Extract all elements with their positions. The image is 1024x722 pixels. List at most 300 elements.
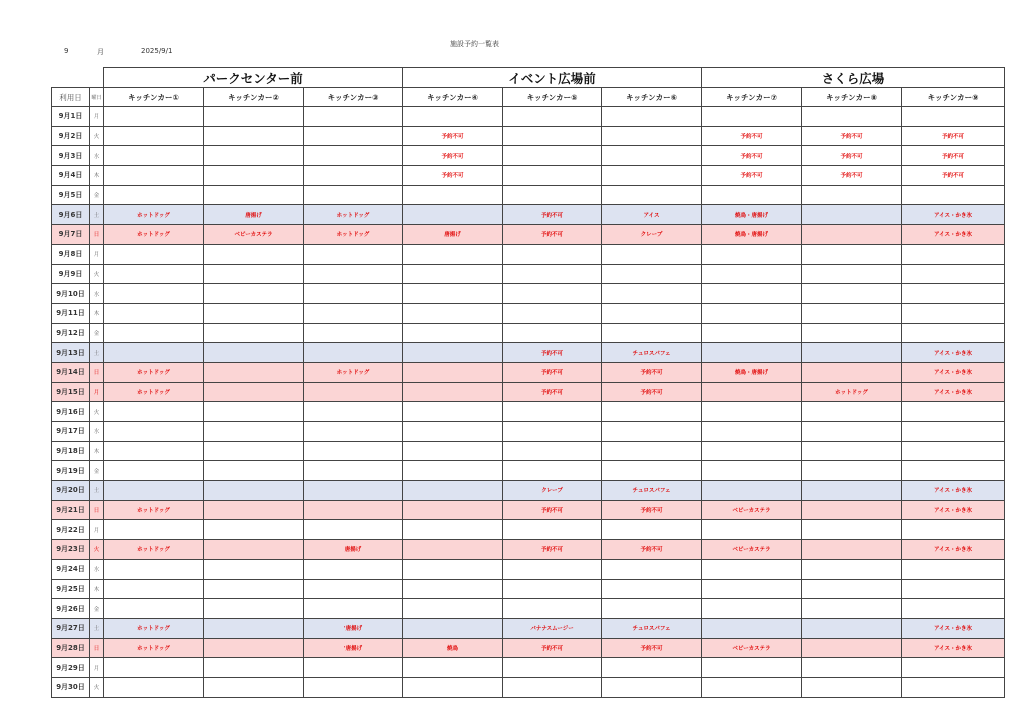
reservation-cell: ホットドッグ [104,362,204,382]
date-cell: 9月2日 [52,126,90,146]
date-cell: 9月23日 [52,540,90,560]
reservation-cell [902,402,1005,422]
reservation-cell: ホットドッグ [304,362,403,382]
reservation-cell [602,559,702,579]
reservation-cell: 予約不可 [503,343,602,363]
table-row [52,185,1005,205]
reservation-cell [602,520,702,540]
column-header-car: キッチンカー⑧ [802,88,902,107]
reservation-cell: チュロスパフェ [602,618,702,638]
reservation-cell: 予約不可 [503,500,602,520]
reservation-cell [602,146,702,166]
reservation-cell [304,599,403,619]
reservation-cell [802,205,902,225]
reservation-cell [304,264,403,284]
location-header: イベント広場前 [403,68,702,88]
reservation-cell: ホットドッグ [104,500,204,520]
reservation-cell [403,264,503,284]
reservation-cell: ホットドッグ [304,205,403,225]
reservation-cell [702,264,802,284]
reservation-cell [204,618,304,638]
reservation-cell [802,441,902,461]
reservation-cell [602,402,702,422]
weekday-cell: 月 [90,520,104,540]
table-row [52,520,1005,540]
reservation-cell [802,618,902,638]
column-header-car: キッチンカー⑨ [902,88,1005,107]
reservation-cell [104,185,204,205]
table-row [52,481,1005,501]
reservation-cell [204,323,304,343]
reservation-cell [403,382,503,402]
reservation-cell [304,107,403,127]
reservation-cell [702,441,802,461]
reservation-cell [304,677,403,697]
reservation-cell [204,540,304,560]
document-title: 施設予約一覧表 [450,40,499,48]
reservation-cell [702,303,802,323]
reservation-cell [702,658,802,678]
reservation-cell [602,461,702,481]
reservation-cell [403,343,503,363]
reservation-cell [304,481,403,501]
reservation-cell: 焼鳥・唐揚げ [702,205,802,225]
reservation-cell: 予約不可 [902,166,1005,186]
reservation-cell: ベビーカステラ [702,638,802,658]
reservation-cell: ホットドッグ [104,638,204,658]
reservation-cell [403,185,503,205]
weekday-cell: 水 [90,146,104,166]
table-row [52,205,1005,225]
reservation-cell: 焼鳥・唐揚げ [702,362,802,382]
reservation-cell [104,284,204,304]
reservation-cell [104,520,204,540]
reservation-cell [702,343,802,363]
reservation-cell [204,559,304,579]
reservation-cell [204,658,304,678]
reservation-cell [403,599,503,619]
reservation-cell: 予約不可 [702,126,802,146]
reservation-cell [204,107,304,127]
table-row [52,559,1005,579]
reservation-cell [403,540,503,560]
reservation-cell [702,559,802,579]
reservation-cell [403,441,503,461]
reservation-cell: ベビーカステラ [204,225,304,245]
reservation-cell: アイス・かき氷 [902,618,1005,638]
weekday-cell: 金 [90,185,104,205]
reservation-cell: '唐揚げ [304,638,403,658]
column-header-car: キッチンカー⑥ [602,88,702,107]
reservation-cell: 予約不可 [503,382,602,402]
reservation-cell [902,107,1005,127]
reservation-cell [802,303,902,323]
reservation-cell [104,599,204,619]
reservation-cell [204,638,304,658]
reservation-cell [104,481,204,501]
reservation-cell [104,461,204,481]
date-cell: 9月13日 [52,343,90,363]
column-header-car: キッチンカー① [104,88,204,107]
reservation-cell [304,166,403,186]
date-cell: 9月5日 [52,185,90,205]
reservation-cell [403,284,503,304]
reservation-cell [104,107,204,127]
reservation-cell [602,658,702,678]
reservation-cell [104,323,204,343]
reservation-cell [602,126,702,146]
date-cell: 9月26日 [52,599,90,619]
reservation-cell [403,244,503,264]
reservation-cell [602,166,702,186]
reservation-cell [503,559,602,579]
reservation-cell [503,422,602,442]
reservation-cell: 予約不可 [403,146,503,166]
reservation-cell: ホットドッグ [104,382,204,402]
weekday-cell: 日 [90,638,104,658]
reservation-cell [104,126,204,146]
reservation-cell [304,303,403,323]
date-cell: 9月8日 [52,244,90,264]
reservation-cell [702,579,802,599]
reservation-cell: 予約不可 [802,146,902,166]
reservation-cell [503,658,602,678]
reservation-cell: 予約不可 [503,225,602,245]
reservation-cell [403,422,503,442]
reservation-cell: ホットドッグ [104,618,204,638]
reservation-cell [802,422,902,442]
weekday-cell: 火 [90,264,104,284]
reservation-cell [802,500,902,520]
reservation-cell [802,638,902,658]
reservation-rows [52,107,1005,698]
reservation-cell [104,303,204,323]
reservation-cell [304,323,403,343]
reservation-cell: ベビーカステラ [702,500,802,520]
reservation-cell [204,422,304,442]
weekday-cell: 月 [90,244,104,264]
column-header-car: キッチンカー⑤ [503,88,602,107]
reservation-cell [503,166,602,186]
reservation-cell: 予約不可 [602,362,702,382]
reservation-cell [104,658,204,678]
reservation-cell [802,658,902,678]
reservation-cell [204,362,304,382]
reservation-cell: アイス・かき氷 [902,205,1005,225]
reservation-cell: 唐揚げ [304,540,403,560]
reservation-cell: チュロスパフェ [602,343,702,363]
reservation-cell [602,323,702,343]
weekday-cell: 金 [90,599,104,619]
reservation-cell [104,264,204,284]
date-cell: 9月6日 [52,205,90,225]
table-row [52,107,1005,127]
column-header-row [52,88,1005,107]
reservation-cell [902,244,1005,264]
reservation-cell: 予約不可 [602,638,702,658]
column-header-dow: 曜日 [90,88,104,107]
reservation-cell [902,422,1005,442]
weekday-cell: 月 [90,382,104,402]
reference-date: 2025/9/1 [141,47,173,55]
reservation-cell [702,677,802,697]
reservation-cell [304,382,403,402]
table-row [52,540,1005,560]
reservation-cell [204,481,304,501]
reservation-cell [802,579,902,599]
reservation-cell [602,422,702,442]
reservation-cell [104,422,204,442]
reservation-cell [902,520,1005,540]
reservation-cell [204,402,304,422]
weekday-cell: 土 [90,618,104,638]
reservation-cell [403,107,503,127]
reservation-cell [602,244,702,264]
header-blank [52,68,104,88]
date-cell: 9月10日 [52,284,90,304]
reservation-cell [304,284,403,304]
reservation-cell [304,579,403,599]
column-header-car: キッチンカー② [204,88,304,107]
reservation-cell [902,185,1005,205]
table-row [52,284,1005,304]
reservation-cell [403,579,503,599]
table-row [52,599,1005,619]
reservation-cell [702,402,802,422]
reservation-cell [602,677,702,697]
reservation-cell [602,599,702,619]
weekday-cell: 月 [90,658,104,678]
weekday-cell: 月 [90,107,104,127]
reservation-cell [104,441,204,461]
reservation-cell [204,520,304,540]
column-header-car: キッチンカー④ [403,88,503,107]
reservation-cell [902,461,1005,481]
reservation-cell [902,264,1005,284]
column-header-date: 利用日 [52,88,90,107]
date-cell: 9月21日 [52,500,90,520]
reservation-cell [204,579,304,599]
reservation-cell [104,402,204,422]
reservation-cell [702,599,802,619]
reservation-cell [802,264,902,284]
reservation-cell: アイス・かき氷 [902,362,1005,382]
location-header: さくら広場 [702,68,1005,88]
reservation-cell [503,520,602,540]
date-cell: 9月18日 [52,441,90,461]
reservation-cell [403,500,503,520]
reservation-cell [403,323,503,343]
reservation-cell: クレープ [503,481,602,501]
reservation-cell [304,441,403,461]
table-row [52,441,1005,461]
weekday-cell: 土 [90,481,104,501]
reservation-cell [802,107,902,127]
reservation-cell [503,441,602,461]
table-row [52,422,1005,442]
reservation-cell [802,540,902,560]
reservation-cell [204,382,304,402]
date-cell: 9月24日 [52,559,90,579]
reservation-cell: ベビーカステラ [702,540,802,560]
weekday-cell: 水 [90,284,104,304]
table-row [52,362,1005,382]
reservation-cell [503,284,602,304]
location-header: パークセンター前 [104,68,403,88]
table-row [52,244,1005,264]
reservation-cell [902,303,1005,323]
date-cell: 9月29日 [52,658,90,678]
date-cell: 9月14日 [52,362,90,382]
reservation-table [51,67,1005,698]
reservation-cell: アイス・かき氷 [902,638,1005,658]
reservation-cell [902,677,1005,697]
reservation-cell [702,461,802,481]
reservation-cell: 予約不可 [702,146,802,166]
reservation-cell: ホットドッグ [802,382,902,402]
reservation-cell [204,244,304,264]
table-row [52,658,1005,678]
reservation-cell [104,244,204,264]
reservation-cell [602,303,702,323]
reservation-cell: 予約不可 [503,205,602,225]
table-row [52,382,1005,402]
reservation-cell [304,146,403,166]
reservation-cell [802,185,902,205]
reservation-cell: 予約不可 [403,166,503,186]
reservation-cell [802,323,902,343]
reservation-cell [403,205,503,225]
reservation-cell: ホットドッグ [104,205,204,225]
reservation-cell: 予約不可 [702,166,802,186]
reservation-cell [802,481,902,501]
table-row [52,579,1005,599]
reservation-cell [802,461,902,481]
table-row [52,461,1005,481]
reservation-cell [802,362,902,382]
reservation-cell: クレープ [602,225,702,245]
table-row [52,225,1005,245]
weekday-cell: 土 [90,205,104,225]
reservation-cell [602,264,702,284]
reservation-cell [902,284,1005,304]
weekday-cell: 水 [90,422,104,442]
reservation-cell: '唐揚げ [304,618,403,638]
reservation-cell [403,303,503,323]
table-row [52,166,1005,186]
reservation-cell [204,500,304,520]
reservation-cell: アイス・かき氷 [902,225,1005,245]
reservation-cell [802,402,902,422]
weekday-cell: 火 [90,126,104,146]
reservation-cell [403,658,503,678]
reservation-cell [503,244,602,264]
table-row [52,402,1005,422]
reservation-cell [802,343,902,363]
weekday-cell: 水 [90,559,104,579]
weekday-cell: 木 [90,579,104,599]
reservation-cell [403,461,503,481]
reservation-cell [204,126,304,146]
reservation-cell [503,677,602,697]
reservation-cell: 予約不可 [902,126,1005,146]
reservation-cell [503,579,602,599]
date-cell: 9月25日 [52,579,90,599]
table-row [52,500,1005,520]
month-unit-label: 月 [97,48,104,56]
table-row [52,264,1005,284]
reservation-cell: 唐揚げ [204,205,304,225]
reservation-cell [503,402,602,422]
weekday-cell: 火 [90,677,104,697]
reservation-cell [702,323,802,343]
reservation-cell [304,500,403,520]
reservation-cell [204,343,304,363]
reservation-cell: アイス・かき氷 [902,500,1005,520]
weekday-cell: 金 [90,323,104,343]
date-cell: 9月9日 [52,264,90,284]
weekday-cell: 木 [90,303,104,323]
reservation-cell [304,244,403,264]
table-row [52,343,1005,363]
weekday-cell: 土 [90,343,104,363]
date-cell: 9月20日 [52,481,90,501]
reservation-cell [204,599,304,619]
reservation-cell [104,166,204,186]
date-cell: 9月16日 [52,402,90,422]
location-header-row [52,68,1005,88]
weekday-cell: 金 [90,461,104,481]
reservation-cell: アイス・かき氷 [902,540,1005,560]
reservation-cell [304,402,403,422]
reservation-cell [304,658,403,678]
reservation-cell: 焼鳥・唐揚げ [702,225,802,245]
weekday-cell: 火 [90,402,104,422]
weekday-cell: 日 [90,500,104,520]
reservation-cell: 予約不可 [802,126,902,146]
weekday-cell: 木 [90,441,104,461]
reservation-cell [403,520,503,540]
reservation-cell [503,107,602,127]
reservation-cell [802,677,902,697]
table-row [52,618,1005,638]
reservation-cell: アイス・かき氷 [902,343,1005,363]
date-cell: 9月1日 [52,107,90,127]
reservation-cell [503,323,602,343]
weekday-cell: 日 [90,362,104,382]
reservation-cell: 予約不可 [503,362,602,382]
reservation-cell [902,323,1005,343]
reservation-cell [304,559,403,579]
reservation-cell [602,185,702,205]
reservation-cell [403,481,503,501]
reservation-cell [204,284,304,304]
date-cell: 9月27日 [52,618,90,638]
date-cell: 9月19日 [52,461,90,481]
reservation-cell [503,303,602,323]
date-cell: 9月3日 [52,146,90,166]
reservation-cell [104,146,204,166]
reservation-cell [503,599,602,619]
reservation-cell [902,658,1005,678]
reservation-cell: ホットドッグ [304,225,403,245]
reservation-cell [204,264,304,284]
reservation-cell [403,677,503,697]
date-cell: 9月15日 [52,382,90,402]
table-row [52,638,1005,658]
reservation-cell [802,520,902,540]
reservation-cell [104,343,204,363]
